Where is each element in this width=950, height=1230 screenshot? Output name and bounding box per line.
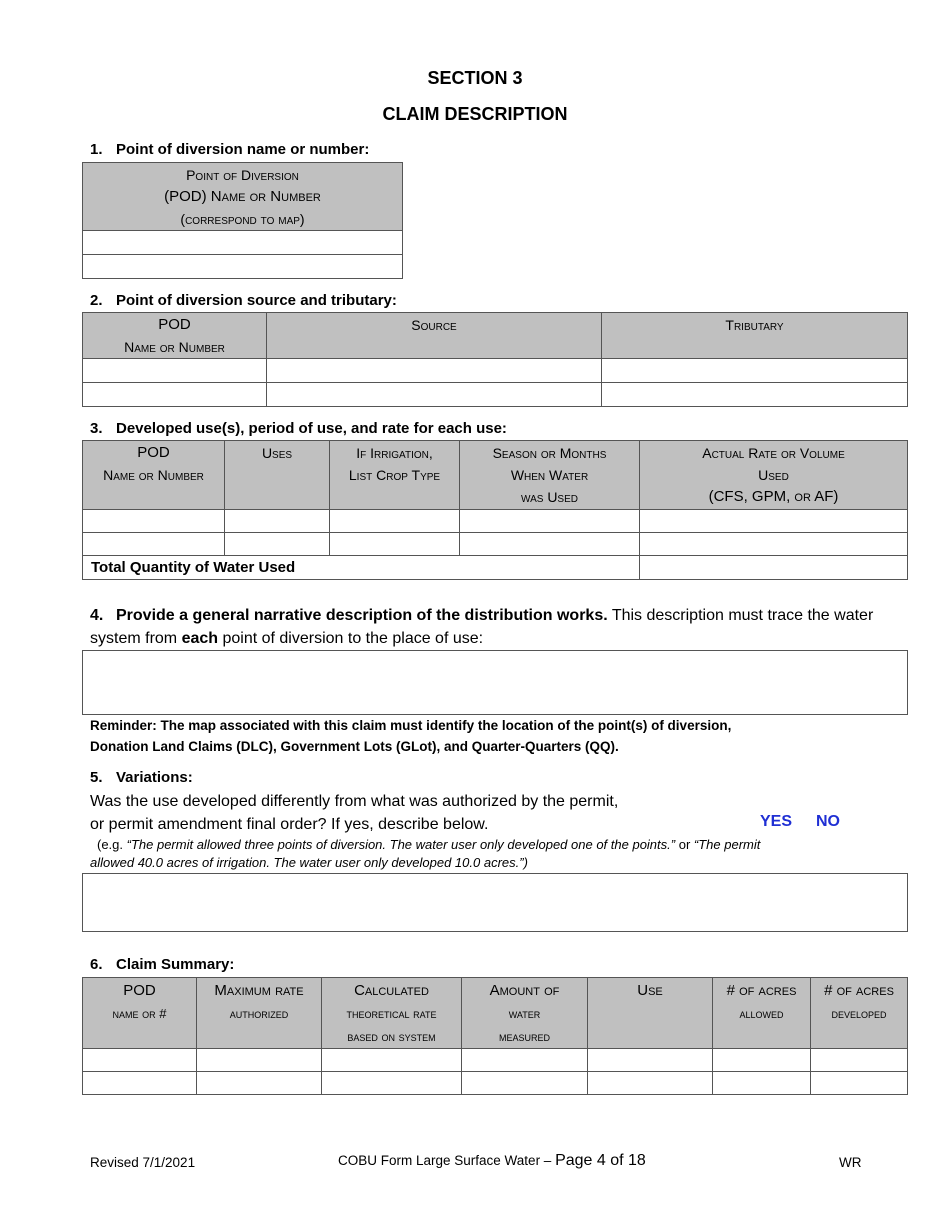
q6-cell[interactable] [83, 1072, 197, 1095]
q4-text-a: This description must trace the water system from [90, 607, 874, 647]
q3-col-season [460, 441, 640, 510]
q6-col-amount-line: water [508, 1006, 541, 1021]
section-heading: SECTION 3 [427, 68, 523, 88]
q6-col-max-rate-line: authorized [229, 1006, 289, 1021]
no-option[interactable]: NO [816, 813, 840, 830]
q4-bold-text: Provide a general narrative description of the distribution works. [116, 607, 608, 624]
q3-col-pod [83, 441, 225, 510]
q6-cell[interactable] [322, 1072, 462, 1095]
q6-col-acres-allowed-line: # of acres [726, 982, 797, 999]
q2-cell[interactable] [83, 359, 267, 383]
q3-cell[interactable] [225, 533, 330, 556]
q6-col-pod [83, 978, 197, 1049]
q3-label: Developed use(s), period of use, and rate for each use: [116, 420, 507, 437]
q4-text-b: point of diversion to the place of use: [218, 630, 484, 647]
q3-cell[interactable] [460, 510, 640, 533]
q6-col-amount-line: measured [498, 1029, 550, 1044]
q5-example [90, 836, 850, 872]
q2-col-pod-line: POD [158, 316, 191, 333]
q3-col-rate [640, 441, 908, 510]
q2-cell[interactable] [83, 383, 267, 407]
q3-cell[interactable] [83, 510, 225, 533]
q3-cell[interactable] [460, 533, 640, 556]
q2-col-pod-line: Name or Number [124, 339, 225, 355]
q6-col-acres-developed-line: # of acres [824, 982, 894, 999]
q1-table [82, 162, 403, 279]
q1-row-cell[interactable] [83, 255, 403, 279]
q4-reminder [90, 715, 731, 757]
q5-example-quote1: “The permit allowed three points of diversion. The water user only developed one of the points.” [126, 837, 676, 852]
q5-example-quote2b: allowed 40.0 acres of irrigation. The water user only developed 10.0 acres.”) [90, 855, 528, 870]
q6-col-calculated [322, 978, 462, 1049]
q5-variation-box[interactable] [82, 873, 908, 932]
q2-col-pod [83, 313, 267, 359]
q6-col-calculated-line: based on system [347, 1029, 436, 1044]
q6-cell[interactable] [83, 1049, 197, 1072]
q6-heading [90, 956, 234, 973]
q3-col-crop-line: List Crop Type [348, 467, 441, 483]
q1-header-line: Point of Diversion [186, 167, 299, 183]
q5-example-or: or [675, 837, 694, 852]
q2-heading [90, 292, 397, 309]
footer-code: WR [839, 1155, 862, 1170]
q2-cell[interactable] [267, 359, 602, 383]
q3-total-label: Total Quantity of Water Used [83, 556, 640, 580]
q4-bold-each: each [181, 630, 219, 647]
q6-col-pod-line: name or # [112, 1006, 167, 1021]
q1-heading [90, 141, 369, 158]
q2-cell[interactable] [602, 359, 908, 383]
q5-example-prefix: (e.g. [97, 837, 127, 852]
q2-cell[interactable] [602, 383, 908, 407]
q3-col-season-line: When Water [510, 467, 589, 483]
q3-cell[interactable] [225, 510, 330, 533]
q6-label: Claim Summary: [116, 956, 235, 973]
page-title: CLAIM DESCRIPTION [382, 104, 568, 124]
q6-col-acres-developed-line: developed [831, 1006, 887, 1021]
q6-col-max-rate-line: Maximum rate [214, 982, 304, 999]
q6-cell[interactable] [462, 1049, 588, 1072]
q3-cell[interactable] [640, 533, 908, 556]
q5-example-quote2a: “The permit [693, 837, 761, 852]
q6-col-use-line: Use [637, 982, 663, 999]
q2-col-tributary: Tributary [602, 313, 908, 359]
yes-option[interactable]: YES [760, 813, 793, 830]
q4-reminder-line: Reminder: The map associated with this claim must identify the location of the point(s) of diversion, [90, 718, 732, 733]
q6-col-use [588, 978, 713, 1049]
q2-cell[interactable] [267, 383, 602, 407]
q2-col-source: Source [267, 313, 602, 359]
q1-label: Point of diversion name or number: [116, 141, 370, 158]
q4-text [90, 604, 880, 650]
q6-cell[interactable] [811, 1072, 908, 1095]
q6-cell[interactable] [811, 1049, 908, 1072]
q6-cell[interactable] [588, 1049, 713, 1072]
q3-col-crop-line: If Irrigation, [356, 445, 433, 461]
q5-heading [90, 769, 193, 786]
q1-header-line: (correspond to map) [180, 211, 305, 227]
q5-label: Variations: [116, 769, 193, 786]
q3-number: 3. [90, 420, 103, 437]
q6-col-max-rate [197, 978, 322, 1049]
q3-cell[interactable] [330, 510, 460, 533]
q1-header-line: (POD) Name or Number [164, 188, 321, 205]
q1-row-cell[interactable] [83, 231, 403, 255]
q3-col-pod-line: POD [137, 444, 170, 461]
footer-revised: Revised 7/1/2021 [90, 1155, 196, 1170]
q3-total-cell[interactable] [640, 556, 908, 580]
q1-number: 1. [90, 141, 103, 158]
q6-col-acres-allowed [713, 978, 811, 1049]
q4-number: 4. [90, 607, 104, 624]
q3-col-uses: Uses [225, 441, 330, 510]
q2-table [82, 312, 908, 407]
footer-form-name: COBU Form Large Surface Water – [338, 1153, 556, 1168]
q6-col-amount-line: Amount of [489, 982, 560, 999]
q6-cell[interactable] [322, 1049, 462, 1072]
q3-col-pod-line: Name or Number [103, 467, 204, 483]
q6-col-calculated-line: Calculated [354, 982, 429, 999]
footer-page-number: Page 4 of 18 [555, 1152, 646, 1169]
q6-col-acres-developed [811, 978, 908, 1049]
q4-narrative-box[interactable] [82, 650, 908, 715]
q1-header [83, 163, 403, 231]
q6-cell[interactable] [462, 1072, 588, 1095]
q5-number: 5. [90, 769, 103, 786]
q3-heading [90, 420, 507, 437]
q3-col-rate-line: Used [758, 467, 789, 483]
q3-cell[interactable] [330, 533, 460, 556]
q2-label: Point of diversion source and tributary: [116, 292, 397, 309]
q4-reminder-line: Donation Land Claims (DLC), Government Lots (GLot), and Quarter-Quarters (QQ). [90, 739, 619, 754]
q3-col-season-line: was Used [521, 489, 578, 505]
q6-cell[interactable] [713, 1049, 811, 1072]
q6-number: 6. [90, 956, 103, 973]
q6-table [82, 977, 908, 1095]
q6-col-amount [462, 978, 588, 1049]
q6-col-calculated-line: theoretical rate [346, 1006, 437, 1021]
q6-cell[interactable] [197, 1049, 322, 1072]
q3-col-rate-line: (CFS, GPM, or AF) [708, 488, 839, 505]
q6-cell[interactable] [713, 1072, 811, 1095]
q3-col-crop [330, 441, 460, 510]
q5-line2: or permit amendment final order? If yes, describe below. [90, 816, 489, 833]
footer-form [338, 1152, 646, 1170]
q3-col-season-line: Season or Months [492, 445, 607, 461]
q5-line1: Was the use developed differently from what was authorized by the permit, [90, 793, 619, 810]
q2-number: 2. [90, 292, 103, 309]
q6-cell[interactable] [197, 1072, 322, 1095]
q6-col-acres-allowed-line: allowed [739, 1006, 784, 1021]
q6-col-pod-line: POD [123, 982, 156, 999]
q3-col-rate-line: Actual Rate or Volume [702, 445, 845, 461]
q3-table [82, 440, 908, 580]
q6-cell[interactable] [588, 1072, 713, 1095]
q3-cell[interactable] [640, 510, 908, 533]
q3-cell[interactable] [83, 533, 225, 556]
